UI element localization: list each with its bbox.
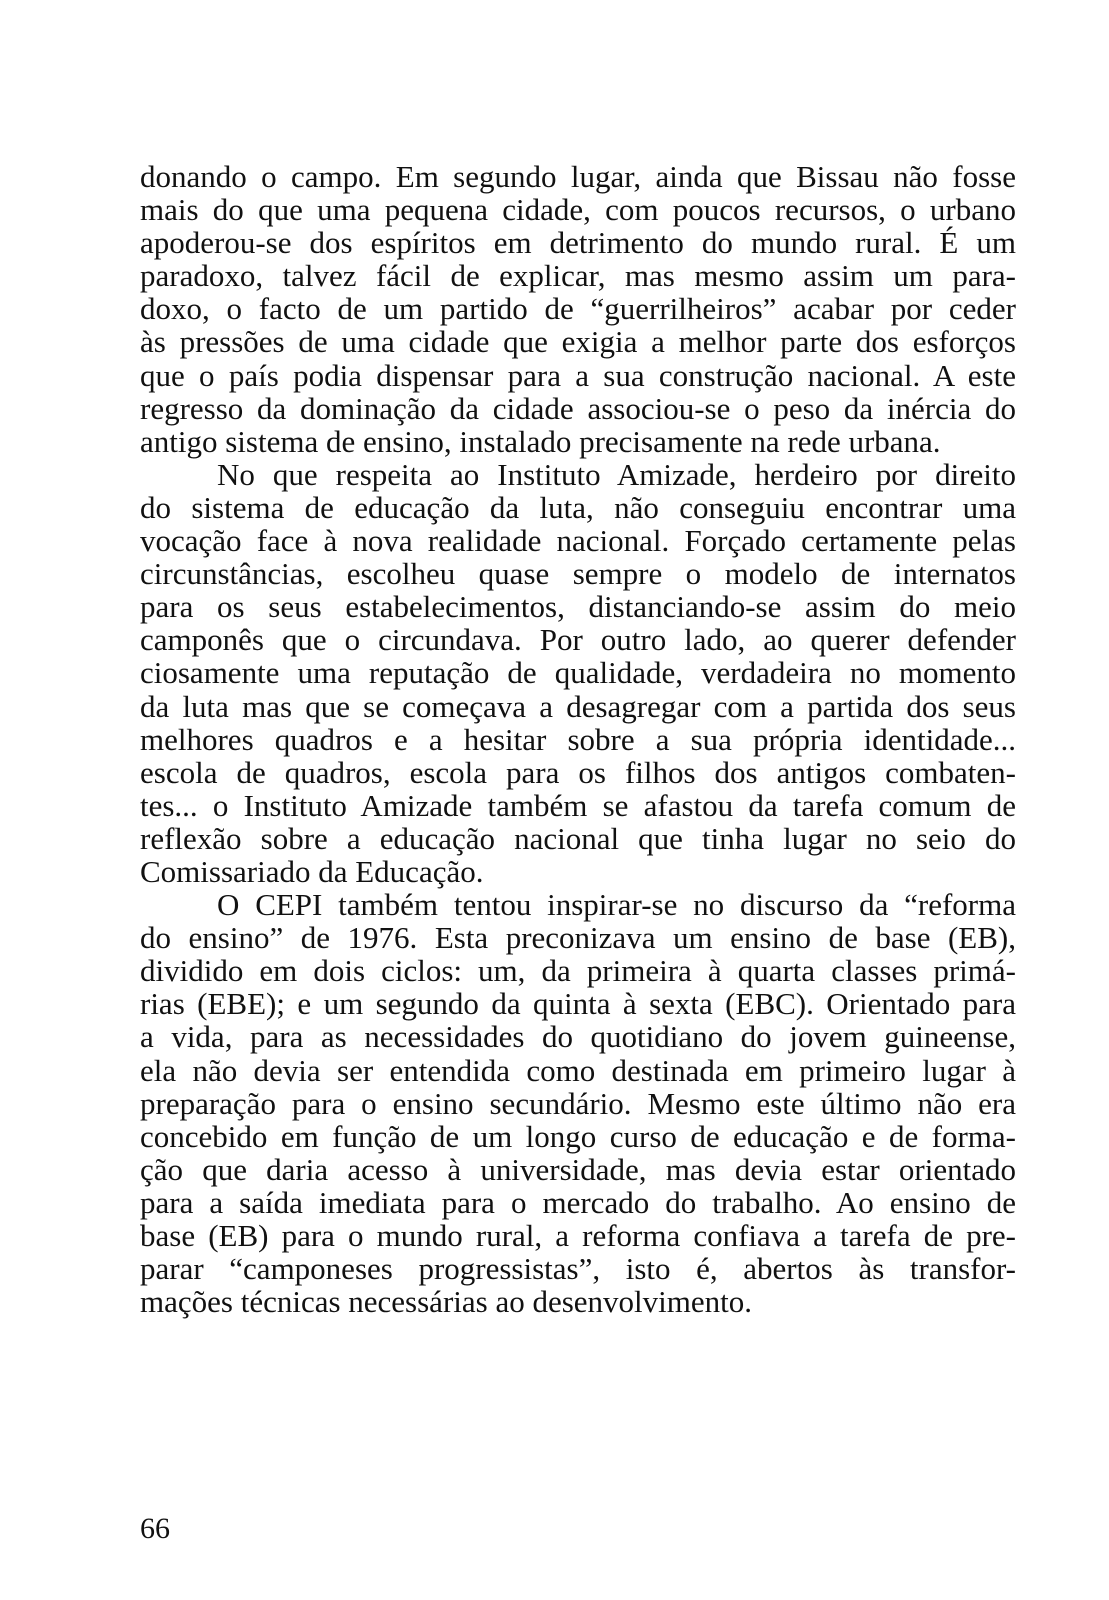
text-line: mações técnicas necessárias ao desenvolvimento. <box>140 1284 753 1320</box>
text-line: parar “camponeses progressistas”, isto é, abertos às transfor- <box>140 1251 1016 1287</box>
paragraph <box>140 160 1016 458</box>
text-line: O CEPI também tentou inspirar-se no discurso da “reforma <box>217 887 1016 923</box>
text-line: rias (EBE); e um segundo da quinta à sexta (EBC). Orientado para <box>140 986 1016 1022</box>
text-line: preparação para o ensino secundário. Mesmo este último não era <box>140 1085 1016 1121</box>
text-line: do ensino” de 1976. Esta preconizava um ensino de base (EB), <box>140 920 1016 956</box>
body-text <box>140 160 1016 1318</box>
text-line: a vida, para as necessidades do quotidiano do jovem guineense, <box>140 1019 1016 1055</box>
text-line: circunstâncias, escolheu quase sempre o modelo de internatos <box>140 556 1016 592</box>
text-line: camponês que o circundava. Por outro lado, ao querer defender <box>140 622 1016 658</box>
paragraph <box>140 458 1016 888</box>
text-line: regresso da dominação da cidade associou-se o peso da inércia do <box>140 390 1016 426</box>
text-line: mais do que uma pequena cidade, com poucos recursos, o urbano <box>140 192 1016 228</box>
text-line: antigo sistema de ensino, instalado precisamente na rede urbana. <box>140 423 941 459</box>
text-line: dividido em dois ciclos: um, da primeira à quarta classes primá- <box>140 953 1016 989</box>
text-line: que o país podia dispensar para a sua construção nacional. A este <box>140 357 1016 393</box>
text-line: apoderou-se dos espíritos em detrimento do mundo rural. É um <box>140 225 1016 261</box>
text-line: paradoxo, talvez fácil de explicar, mas mesmo assim um para- <box>140 258 1016 294</box>
text-line: escola de quadros, escola para os filhos dos antigos combaten- <box>140 754 1016 790</box>
text-line: do sistema de educação da luta, não conseguiu encontrar uma <box>140 489 1016 525</box>
text-line: Comissariado da Educação. <box>140 853 484 889</box>
paragraph <box>140 888 1016 1318</box>
text-line: às pressões de uma cidade que exigia a melhor parte dos esforços <box>140 324 1016 360</box>
text-line: reflexão sobre a educação nacional que tinha lugar no seio do <box>140 820 1016 856</box>
text-line: base (EB) para o mundo rural, a reforma confiava a tarefa de pre- <box>140 1218 1016 1253</box>
text-line: concebido em função de um longo curso de educação e de forma- <box>140 1118 1016 1154</box>
text-line: melhores quadros e a hesitar sobre a sua própria identidade... <box>140 721 1016 757</box>
text-line: doxo, o facto de um partido de “guerrilheiros” acabar por ceder <box>140 291 1016 327</box>
text-line: da luta mas que se começava a desagregar com a partida dos seus <box>140 688 1016 724</box>
text-line: ção que daria acesso à universidade, mas devia estar orientado <box>140 1151 1016 1187</box>
text-line: ciosamente uma reputação de qualidade, verdadeira no momento <box>140 655 1016 691</box>
text-line: para a saída imediata para o mercado do trabalho. Ao ensino de <box>140 1184 1016 1220</box>
text-line: donando o campo. Em segundo lugar, ainda que Bissau não fosse <box>140 159 1016 194</box>
text-line: No que respeita ao Instituto Amizade, herdeiro por direito <box>217 456 1016 492</box>
text-line: ela não devia ser entendida como destinada em primeiro lugar à <box>140 1052 1016 1088</box>
page-number: 66 <box>140 1512 170 1545</box>
text-line: para os seus estabelecimentos, distanciando-se assim do meio <box>140 589 1016 625</box>
text-line: vocação face à nova realidade nacional. Forçado certamente pelas <box>140 523 1016 559</box>
text-line: tes... o Instituto Amizade também se afastou da tarefa comum de <box>140 787 1016 823</box>
